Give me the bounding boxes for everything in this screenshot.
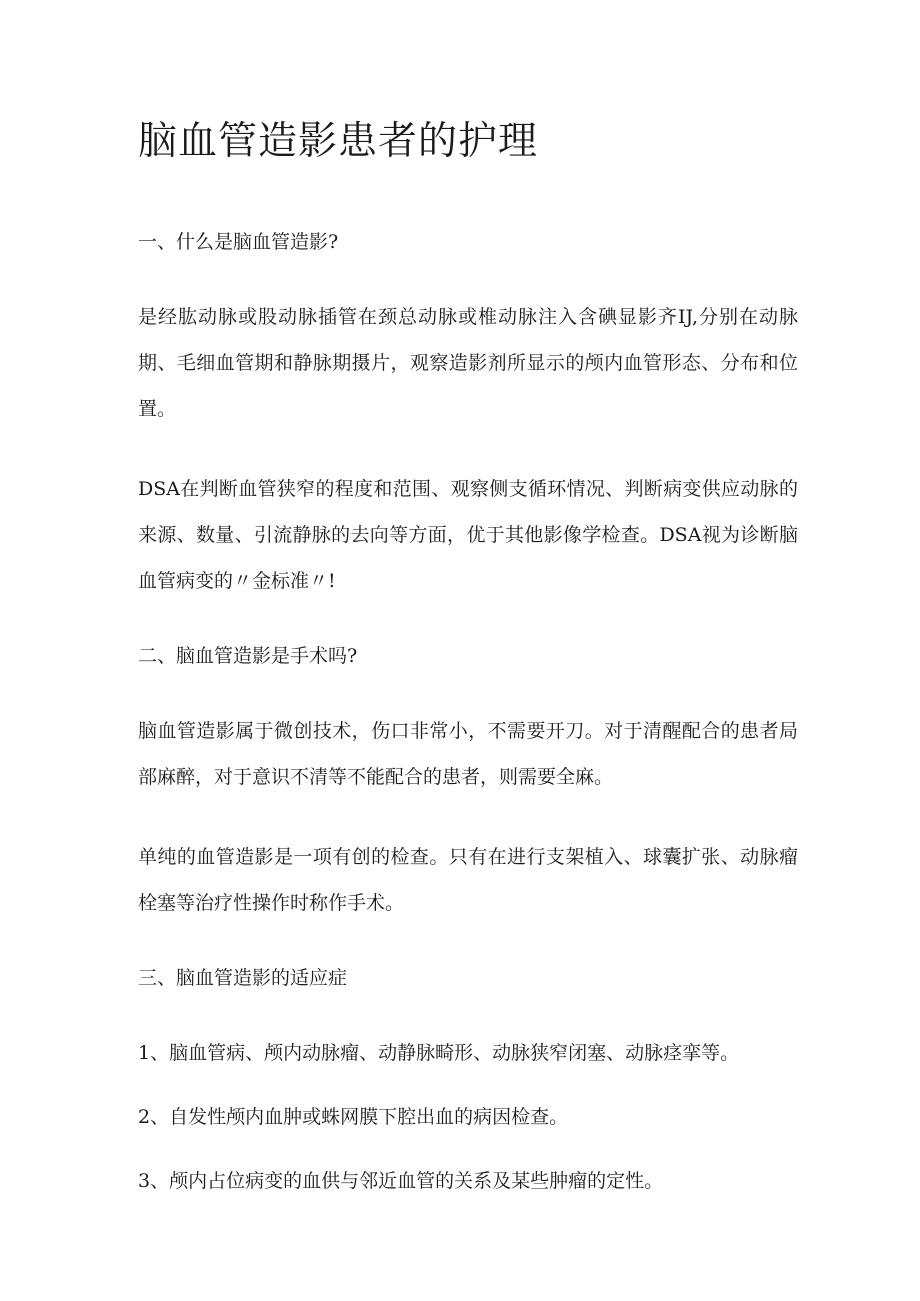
section-heading-is-surgery: 二、脑血管造影是手术吗? [138,645,358,667]
section-heading-what-is: 一、什么是脑血管造影? [138,231,339,253]
paragraph-dsa-gold-standard: DSA在判断血管狭窄的程度和范围、观察侧支循环情况、判断病变供应动脉的来源、数量、引流静脉的去向等方面，优于其他影像学检查。DSA视为诊断脑血管病变的〃金标准〃! [138,478,798,592]
indication-item: 3、颅内占位病变的血供与邻近血管的关系及某些肿瘤的定性。 [138,1170,664,1192]
paragraph-definition: 是经肱动脉或股动脉插管在颈总动脉或椎动脉注入含碘显影齐IJ,分别在动脉期、毛细血管期和静脉期摄片，观察造影剂所显示的颅内血管形态、分布和位置。 [138,306,798,420]
document-body [138,112,798,1222]
paragraph-minimally-invasive: 脑血管造影属于微创技术，伤口非常小，不需要开刀。对于清醒配合的患者局部麻醉，对于意识不清等不能配合的患者，则需要全麻。 [138,720,798,788]
indication-item: 1、脑血管病、颅内动脉瘤、动静脉畸形、动脉狭窄闭塞、动脉痉挛等。 [138,1042,740,1064]
paragraph-invasive-exam: 单纯的血管造影是一项有创的检查。只有在进行支架植入、球囊扩张、动脉瘤栓塞等治疗性操作时称作手术。 [138,846,798,914]
indication-item: 2、自发性颅内血肿或蛛网膜下腔出血的病因检查。 [138,1106,569,1128]
section-heading-indications: 三、脑血管造影的适应症 [138,967,348,989]
document-title: 脑血管造影患者的护理 [138,119,539,164]
